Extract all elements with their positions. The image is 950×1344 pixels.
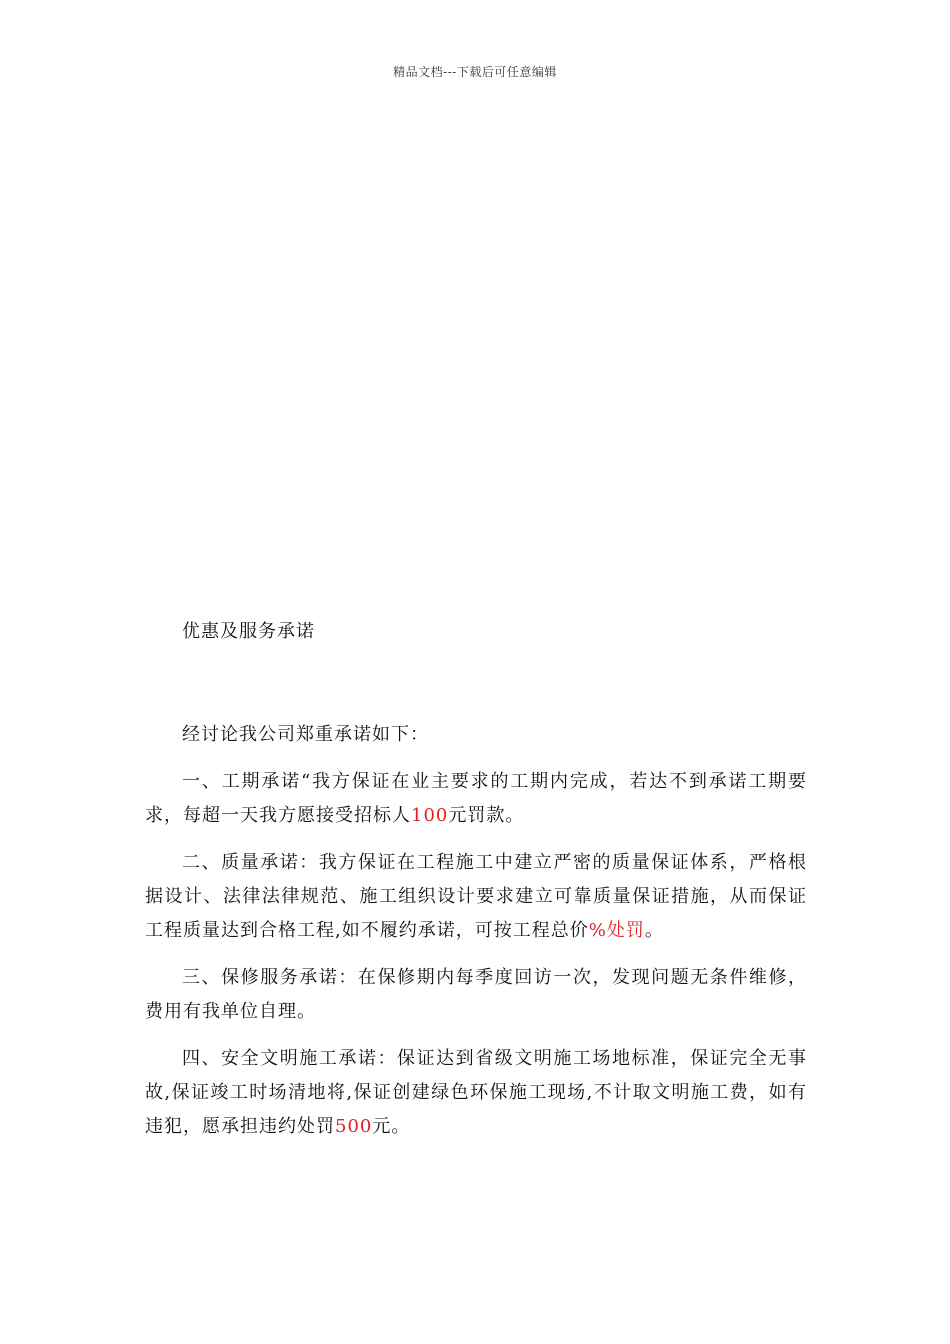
quality-commitment-tail: 。 xyxy=(644,920,664,941)
safety-commitment-tail: 元。 xyxy=(372,1116,411,1137)
document-body xyxy=(145,718,807,1157)
schedule-commitment-paragraph xyxy=(145,765,807,833)
violation-penalty-highlight: 500 xyxy=(335,1116,373,1137)
penalty-percent-highlight: %处罚 xyxy=(588,920,645,941)
quality-commitment-paragraph xyxy=(145,846,807,948)
quality-commitment-text: 二、质量承诺：我方保证在工程施工中建立严密的质量保证体系，严格根据设计、法律法律规范、施工组织设计要求建立可靠质量保证措施，从而保证工程质量达到合格工程,如不履约承诺，可按工程总价 xyxy=(145,852,807,941)
document-title: 优惠及服务承诺 xyxy=(182,621,315,642)
schedule-commitment-text: 一、工期承诺“我方保证在业主要求的工期内完成，若达不到承诺工期要求，每超一天我方愿接受招标人 xyxy=(145,771,807,826)
page-header: 精品文档---下载后可任意编辑 xyxy=(393,65,557,79)
safety-commitment-text: 四、安全文明施工承诺：保证达到省级文明施工场地标准，保证完全无事故,保证竣工时场清地将,保证创建绿色环保施工现场,不计取文明施工费，如有违犯，愿承担违约处罚 xyxy=(145,1048,807,1137)
penalty-amount-highlight: 100 xyxy=(411,805,449,826)
warranty-commitment-paragraph: 三、保修服务承诺：在保修期内每季度回访一次，发现问题无条件维修，费用有我单位自理。 xyxy=(145,967,807,1022)
intro-paragraph: 经讨论我公司郑重承诺如下： xyxy=(182,724,429,745)
safety-commitment-paragraph xyxy=(145,1042,807,1144)
schedule-commitment-tail: 元罚款。 xyxy=(448,805,525,826)
